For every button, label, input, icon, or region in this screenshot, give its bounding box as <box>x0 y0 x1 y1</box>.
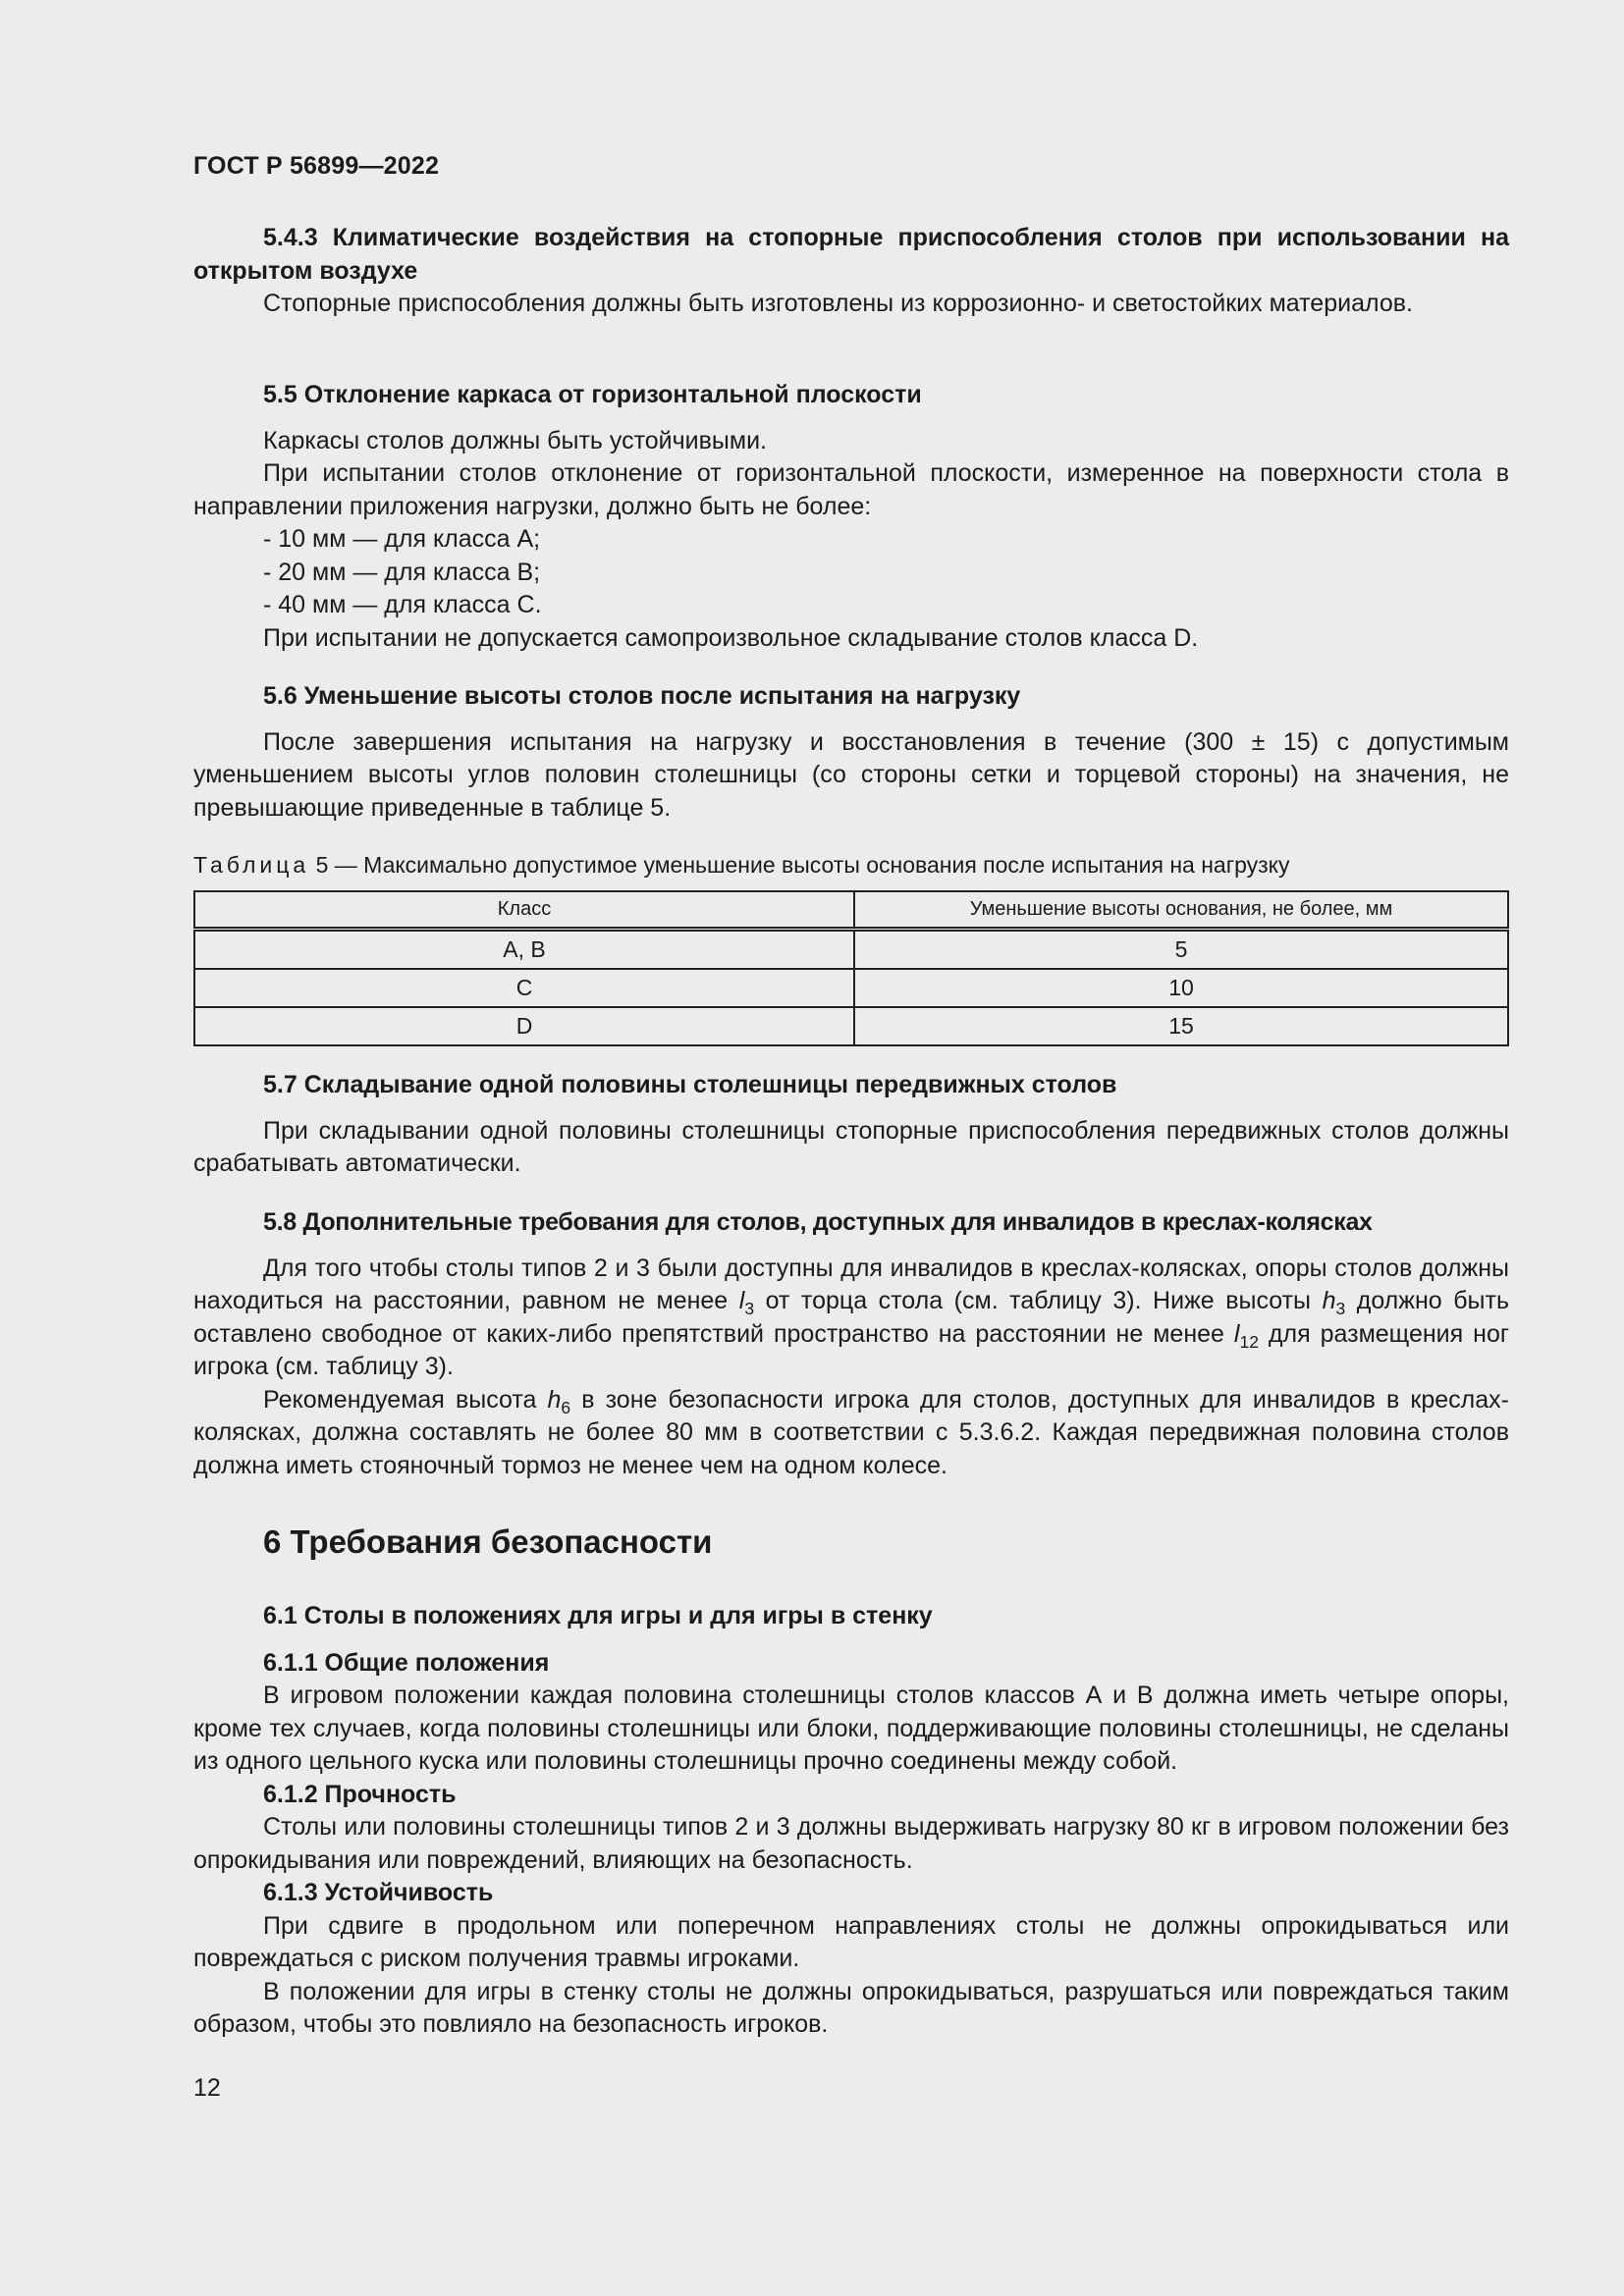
section-5-5-p3: При испытании не допускается самопроизвольное складывание столов класса D. <box>263 623 1199 652</box>
list-item: - 20 мм — для класса В; <box>263 558 541 586</box>
section-5-8-p1 <box>193 1253 1509 1384</box>
section-5-7-text: При складывании одной половины столешницы стопорные приспособления передвижных столов должны срабатывать автоматически. <box>193 1116 1509 1177</box>
document-code-header: ГОСТ Р 56899—2022 <box>193 152 440 180</box>
table-row <box>194 930 1508 970</box>
table-cell: 10 <box>854 969 1508 1007</box>
table-cell: 15 <box>854 1007 1508 1045</box>
text-run: для размещения ног игрока (см. таблицу 3). <box>193 1319 1509 1380</box>
text-run: Для того чтобы столы типов 2 и 3 были доступны для инвалидов в креслах-колясках, опоры столов должны находиться на расстоянии, равном не менее <box>193 1254 1509 1314</box>
section-5-4-3-title: 5.4.3 Климатические воздействия на стопорные приспособления столов при использовании на открытом воздухе <box>193 224 1509 285</box>
subscript: 6 <box>561 1397 571 1417</box>
table-cell: D <box>194 1007 854 1045</box>
section-5-5 <box>193 379 1509 655</box>
list-item: - 10 мм — для класса А; <box>263 525 541 553</box>
list-item: - 40 мм — для класса С. <box>263 591 542 618</box>
subscript: 3 <box>1335 1299 1346 1318</box>
table-cell: С <box>194 969 854 1007</box>
section-6 <box>193 1522 1509 1562</box>
section-6-1-1-title: 6.1.1 Общие положения <box>263 1648 550 1677</box>
variable-l: l <box>1233 1319 1240 1348</box>
table-caption-text: 5 — Максимально допустимое уменьшение высоты основания после испытания на нагрузку <box>315 852 1290 878</box>
section-5-6 <box>193 680 1509 825</box>
section-5-5-p1: Каркасы столов должны быть устойчивыми. <box>263 426 767 454</box>
table-5 <box>193 890 1509 1046</box>
table-cell: А, В <box>194 930 854 970</box>
section-5-6-text: После завершения испытания на нагрузку и восстановления в течение (300 ± 15) с допустимым уменьшением высоты углов половин столешницы (со стороны сетки и торцевой стороны) на значения, не превышающие приведенные в таблице 5. <box>193 727 1509 822</box>
table-header-row <box>194 891 1508 930</box>
subscript: 12 <box>1239 1331 1259 1352</box>
section-5-8 <box>193 1206 1509 1482</box>
section-5-4-3 <box>193 222 1509 321</box>
section-5-8-title: 5.8 Дополнительные требования для столов, доступных для инвалидов в креслах-колясках <box>263 1208 1373 1236</box>
table-row <box>194 1007 1508 1045</box>
text-run: в зоне безопасности игрока для столов, доступных для инвалидов в креслах-колясках, должна составлять не более 80 мм в соответствии с 5.3.6.2. Каждая передвижная половина столов должна иметь стояночный тормоз не менее чем на одном колесе. <box>193 1385 1509 1479</box>
section-5-8-p2 <box>193 1384 1509 1483</box>
variable-h: h <box>547 1385 562 1414</box>
table-row <box>194 969 1508 1007</box>
section-5-7-title: 5.7 Складывание одной половины столешницы передвижных столов <box>263 1071 1117 1098</box>
section-6-1 <box>193 1600 1509 2042</box>
section-6-1-1-text: В игровом положении каждая половина столешницы столов классов А и В должна иметь четыре опоры, кроме тех случаев, когда половины столешницы или блоки, поддерживающие половины столешницы, не сделаны из одного цельного куска или половины столешницы прочно соединены между собой. <box>193 1682 1509 1775</box>
table-cell: 5 <box>854 930 1508 970</box>
variable-l: l <box>738 1287 745 1314</box>
section-6-1-2-title: 6.1.2 Прочность <box>263 1780 457 1808</box>
table-caption-word: Таблица <box>193 852 310 878</box>
section-6-1-3-p2: В положении для игры в стенку столы не должны опрокидываться, разрушаться или повреждаться таким образом, чтобы это повлияло на безопасность игроков. <box>193 1977 1509 2038</box>
text-run: Рекомендуемая высота <box>263 1385 548 1414</box>
table-header-cell: Уменьшение высоты основания, не более, мм <box>854 891 1508 930</box>
section-5-7 <box>193 1069 1509 1181</box>
section-5-6-title: 5.6 Уменьшение высоты столов после испытания на нагрузку <box>263 682 1021 710</box>
text-run: от торца стола (см. таблицу 3). Ниже высоты <box>754 1287 1323 1314</box>
section-6-1-3-title: 6.1.3 Устойчивость <box>263 1879 494 1906</box>
subscript: 3 <box>744 1299 755 1318</box>
section-5-5-p2: При испытании столов отклонение от горизонтальной плоскости, измеренное на поверхности стола в направлении приложения нагрузки, должно быть не более: <box>193 459 1509 520</box>
text-run: должно быть оставлено свободное от каких-либо препятствий пространство на расстоянии не менее <box>193 1287 1509 1348</box>
variable-h: h <box>1322 1287 1336 1314</box>
page-number: 12 <box>193 2074 221 2102</box>
section-6-1-2-text: Столы или половины столешницы типов 2 и 3 должны выдерживать нагрузку 80 кг в игровом положении без опрокидывания или повреждений, влияющих на безопасность. <box>193 1813 1509 1874</box>
section-6-1-3-p1: При сдвиге в продольном или поперечном направлениях столы не должны опрокидываться или повреждаться с риском получения травмы игроками. <box>193 1911 1509 1972</box>
section-6-title: 6 Требования безопасности <box>263 1523 713 1560</box>
table-5-caption <box>193 850 1509 880</box>
table-header-cell: Класс <box>194 891 854 930</box>
section-5-4-3-text: Стопорные приспособления должны быть изготовлены из коррозионно- и светостойких материалов. <box>263 290 1413 317</box>
section-5-5-title: 5.5 Отклонение каркаса от горизонтальной плоскости <box>263 381 922 408</box>
section-6-1-title: 6.1 Столы в положениях для игры и для игры в стенку <box>263 1602 933 1629</box>
